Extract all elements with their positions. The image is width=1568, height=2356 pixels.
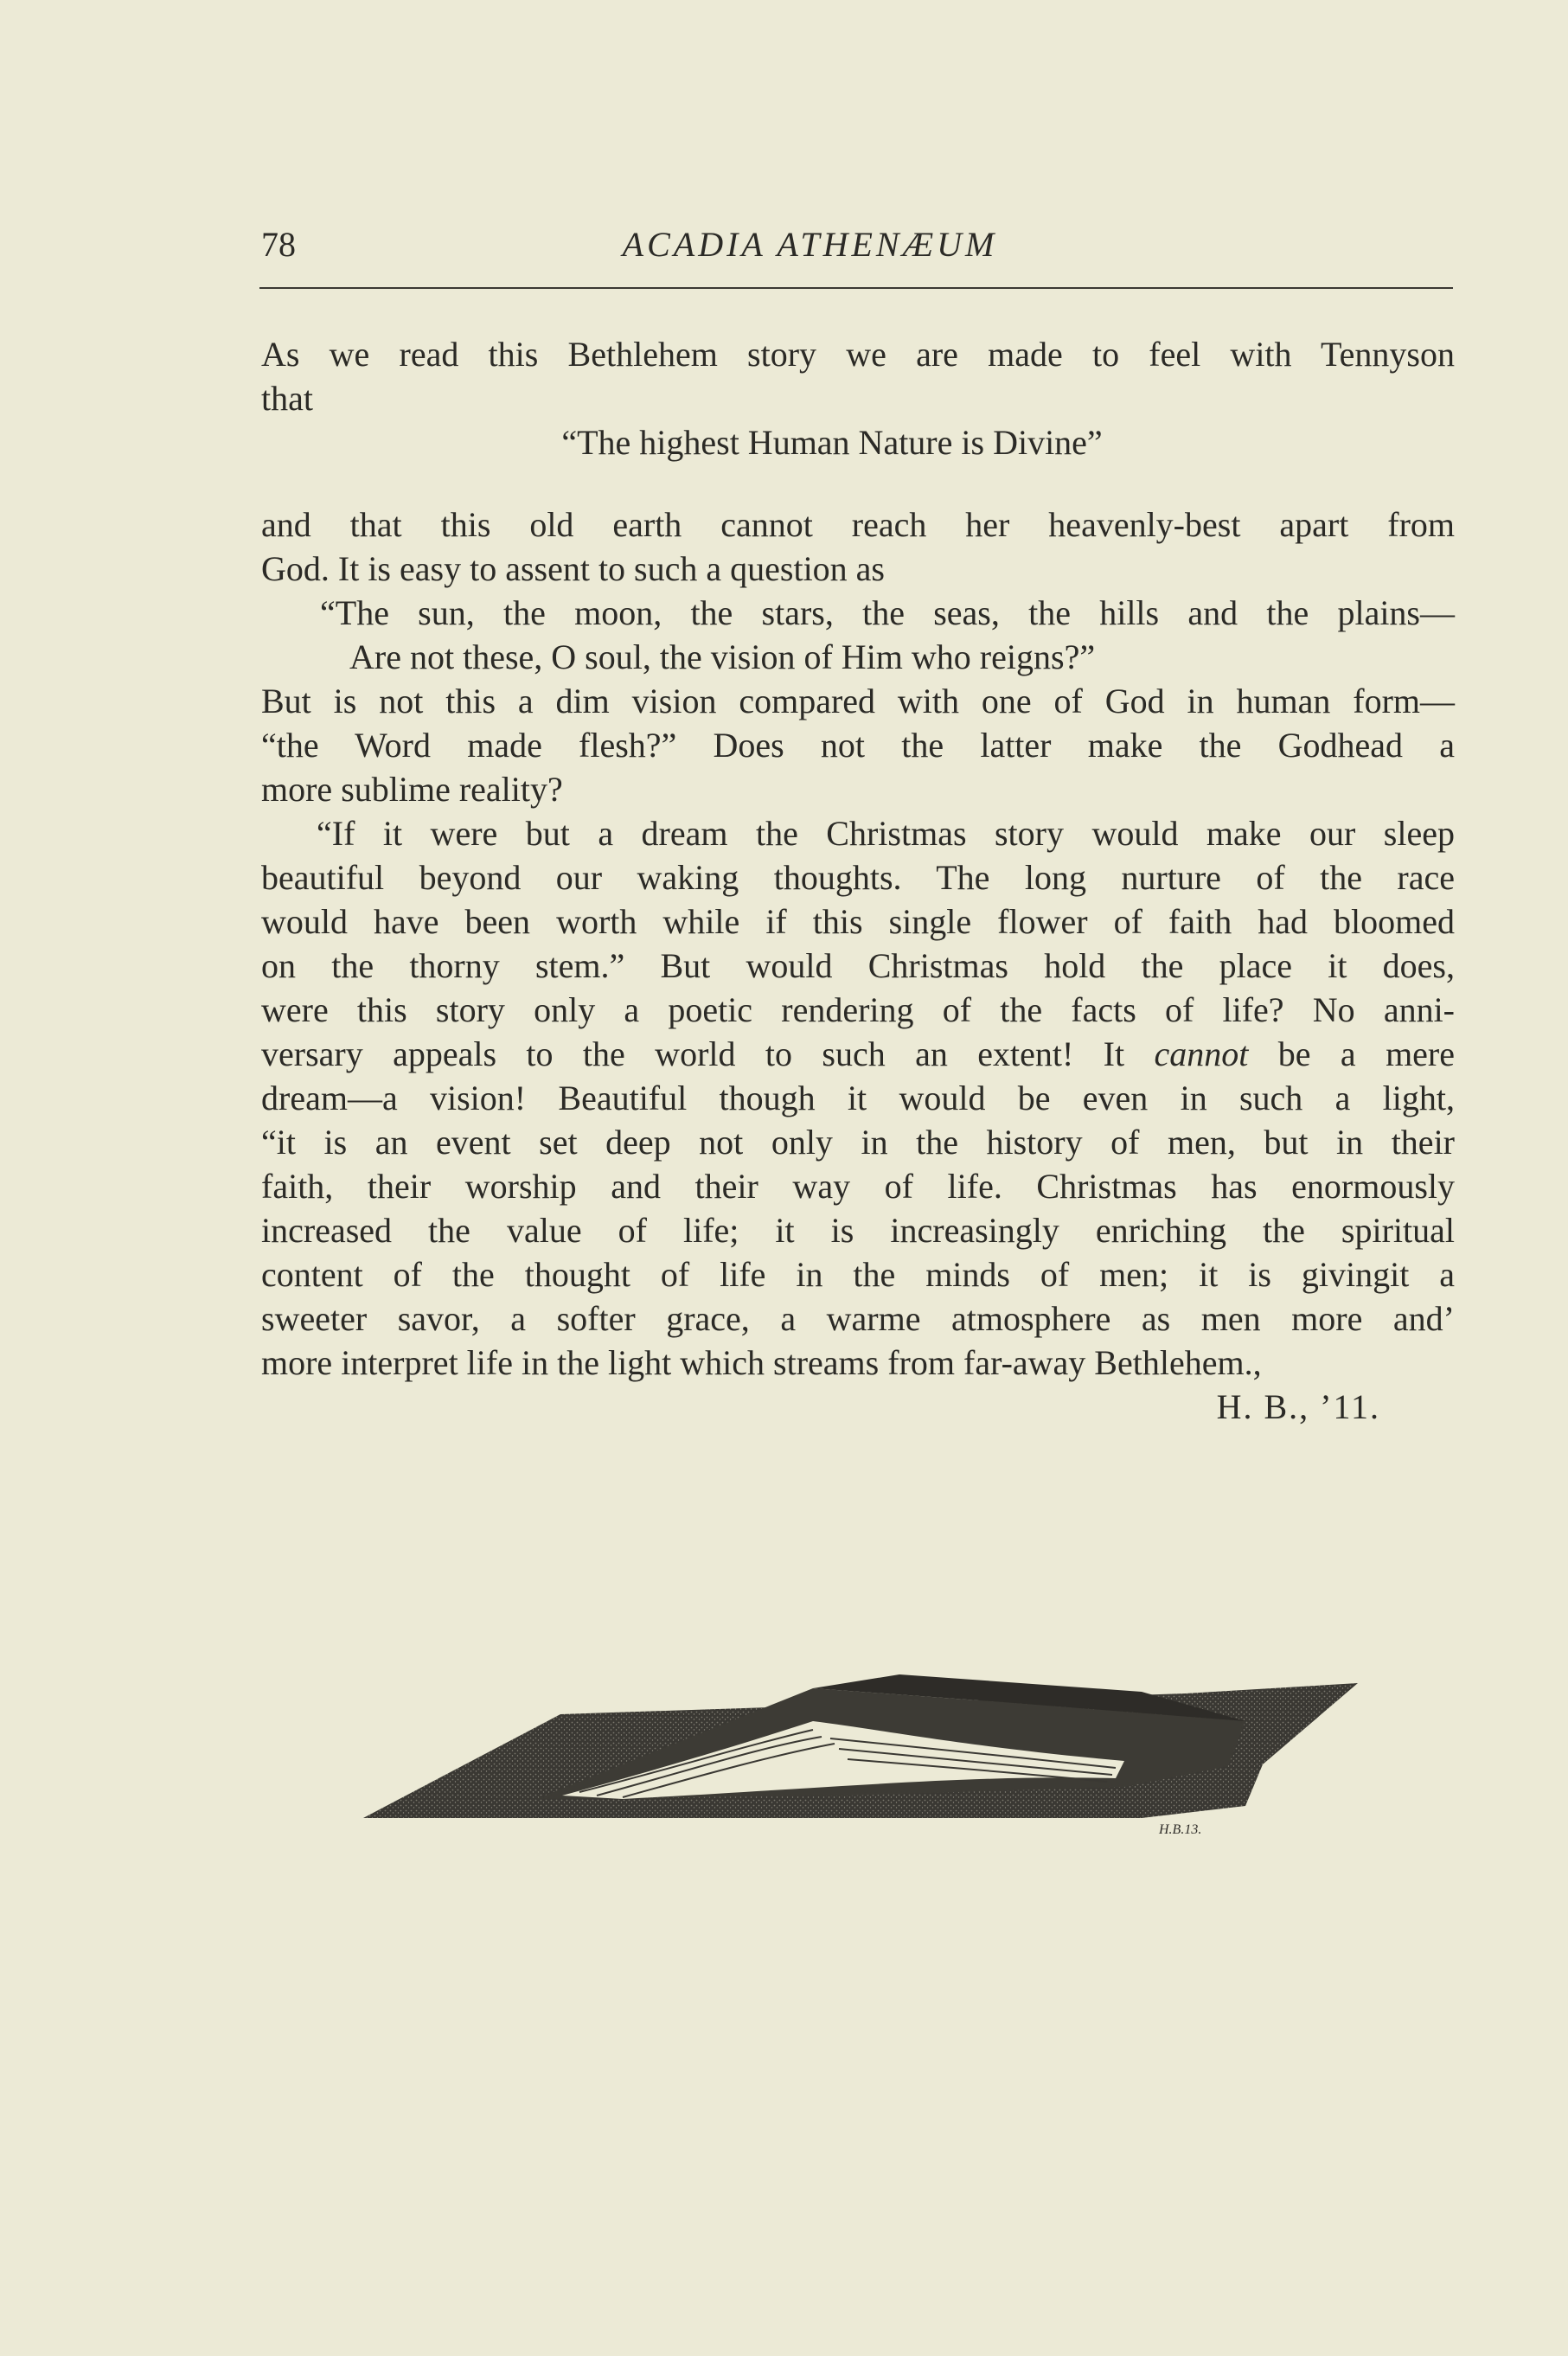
text-line: dream—a vision! Beautiful though it would be even in such a light, <box>261 1079 1455 1117</box>
text-line: beautiful beyond our waking thoughts. The long nurture of the race <box>261 858 1455 897</box>
open-book-illustration <box>363 1591 1366 1847</box>
text-line: “the Word made flesh?” Does not the latter make the Godhead a <box>261 726 1455 765</box>
text-line: on the thorny stem.” But would Christmas hold the place it does, <box>261 946 1455 985</box>
text-line: “If it were but a dream the Christmas story would make our sleep <box>317 814 1455 853</box>
text-line: faith, their worship and their way of life. Christmas has enormously <box>261 1167 1455 1206</box>
text-line: and that this old earth cannot reach her heavenly-best apart from <box>261 505 1455 544</box>
header-rule <box>259 287 1453 289</box>
page-number: 78 <box>261 225 296 264</box>
text-segment: versary appeals to the world to such an extent! It <box>261 1034 1125 1073</box>
text-line: more interpret life in the light which streams from far-away Bethlehem., <box>261 1343 1262 1382</box>
text-line <box>261 1032 1455 1076</box>
text-line: As we read this Bethlehem story we are made to feel with Tennyson <box>261 335 1455 374</box>
text-line: more sublime reality? <box>261 770 563 809</box>
article-body <box>261 332 1455 1429</box>
poem-line: “The sun, the moon, the stars, the seas, the hills and the plains— <box>320 593 1455 632</box>
author-signature: H. B., ’11. <box>1216 1387 1380 1426</box>
text-line: were this story only a poetic rendering of the facts of life? No anni- <box>261 990 1455 1029</box>
text-line: God. It is easy to assent to such a question as <box>261 549 885 588</box>
text-line: increased the value of life; it is increasingly enriching the spiritual <box>261 1211 1455 1250</box>
emphasis-word: cannot <box>1154 1034 1249 1073</box>
running-head: ACADIA ATHENÆUM <box>622 225 998 264</box>
text-line: content of the thought of life in the minds of men; it is givingit a <box>261 1255 1455 1294</box>
poem-line: Are not these, O soul, the vision of Him who reigns?” <box>349 637 1096 676</box>
artist-mark: H.B.13. <box>1159 1822 1202 1837</box>
text-segment: be a mere <box>1277 1034 1456 1073</box>
text-line: sweeter savor, a softer grace, a warme atmosphere as men more and’ <box>261 1299 1455 1338</box>
text-line: that <box>261 379 313 418</box>
tennyson-quote: “The highest Human Nature is Divine” <box>561 423 1103 462</box>
text-line: “it is an event set deep not only in the history of men, but in their <box>261 1123 1455 1162</box>
text-line: would have been worth while if this single flower of faith had bloomed <box>261 902 1455 941</box>
text-line: But is not this a dim vision compared with one of God in human form— <box>261 682 1455 720</box>
